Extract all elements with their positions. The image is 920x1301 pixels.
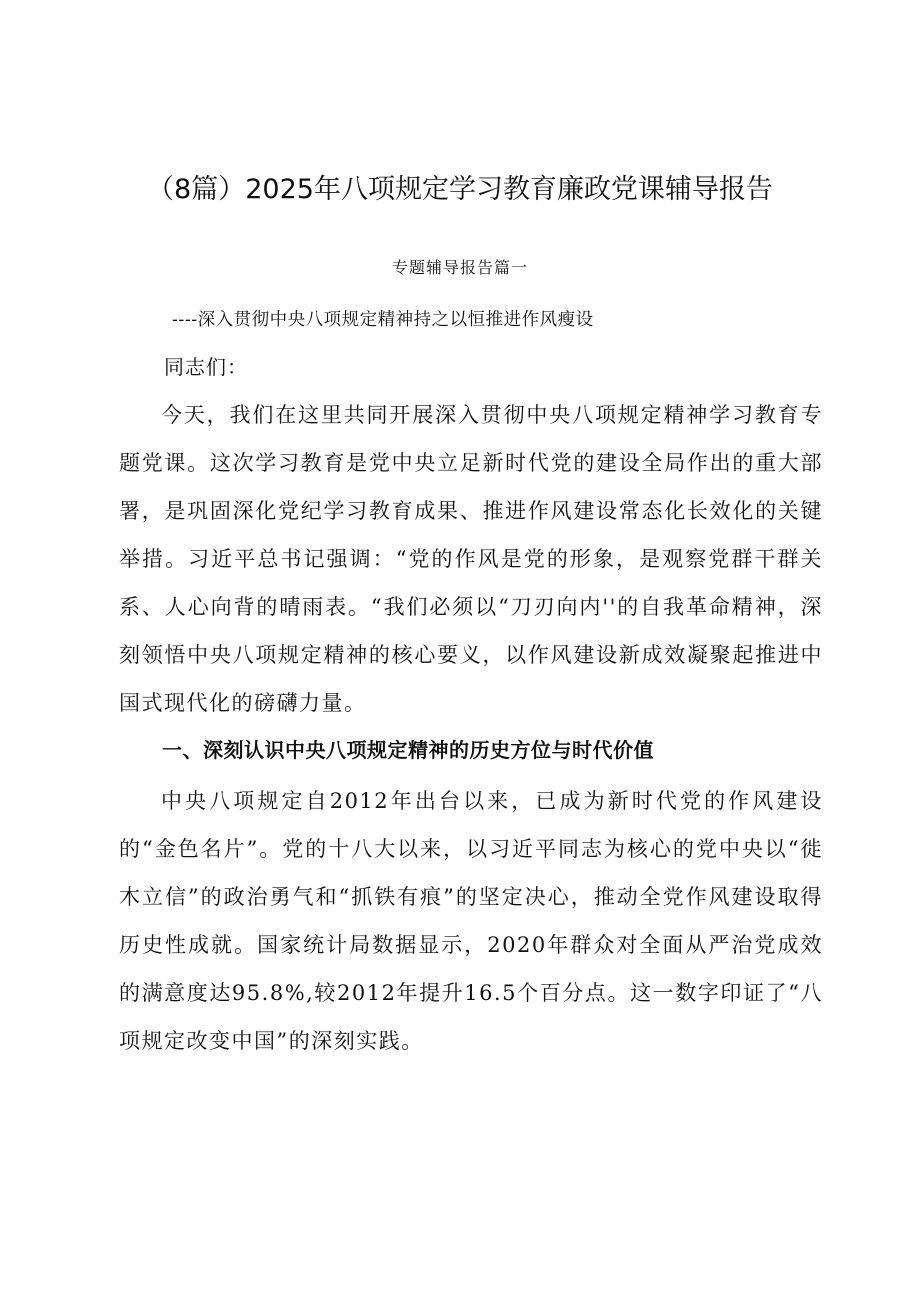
report-theme-line: ----深入贯彻中央八项规定精神持之以恒推进作风瘦设 bbox=[172, 310, 594, 330]
section-heading-1: 一、深刻认识中央八项规定精神的历史方位与时代价值 bbox=[162, 738, 654, 762]
report-subtitle: 专题辅导报告篇一 bbox=[391, 258, 528, 277]
paragraph-intro: 今天，我们在这里共同开展深入贯彻中央八项规定精神学习教育专题党课。这次学习教育是党中央立足新时代党的建设全局作出的重大部署，是巩固深化党纪学习教育成果、推进作风建设常态化长效化的关键举措。习近平总书记强调：“党的作风是党的形象，是观察党群干群关系、人心向背的晴雨表。“我们必须以“刀刃向内''的自我革命精神，深刻领悟中央八项规定精神的核心要义，以作风建设新成效凝聚起推进中国式现代化的磅礴力量。 bbox=[119, 403, 823, 715]
document-title: （8篇）2025年八项规定学习教育廉政党课辅导报告 bbox=[147, 174, 773, 205]
paragraph-section-1: 中央八项规定自2012年出台以来，已成为新时代党的作风建设的“金色名片”。党的十八大以来，以习近平同志为核心的党中央以“徙木立信”的政治勇气和“抓铁有痕”的坚定决心，推动全党作风建设取得历史性成就。国家统计局数据显示，2020年群众对全面从严治党成效的满意度达95.8%,较2012年提升16.5个百分点。这一数字印证了“八项规定改变中国”的深刻实践。 bbox=[119, 789, 823, 1053]
salutation: 同志们： bbox=[164, 355, 248, 379]
